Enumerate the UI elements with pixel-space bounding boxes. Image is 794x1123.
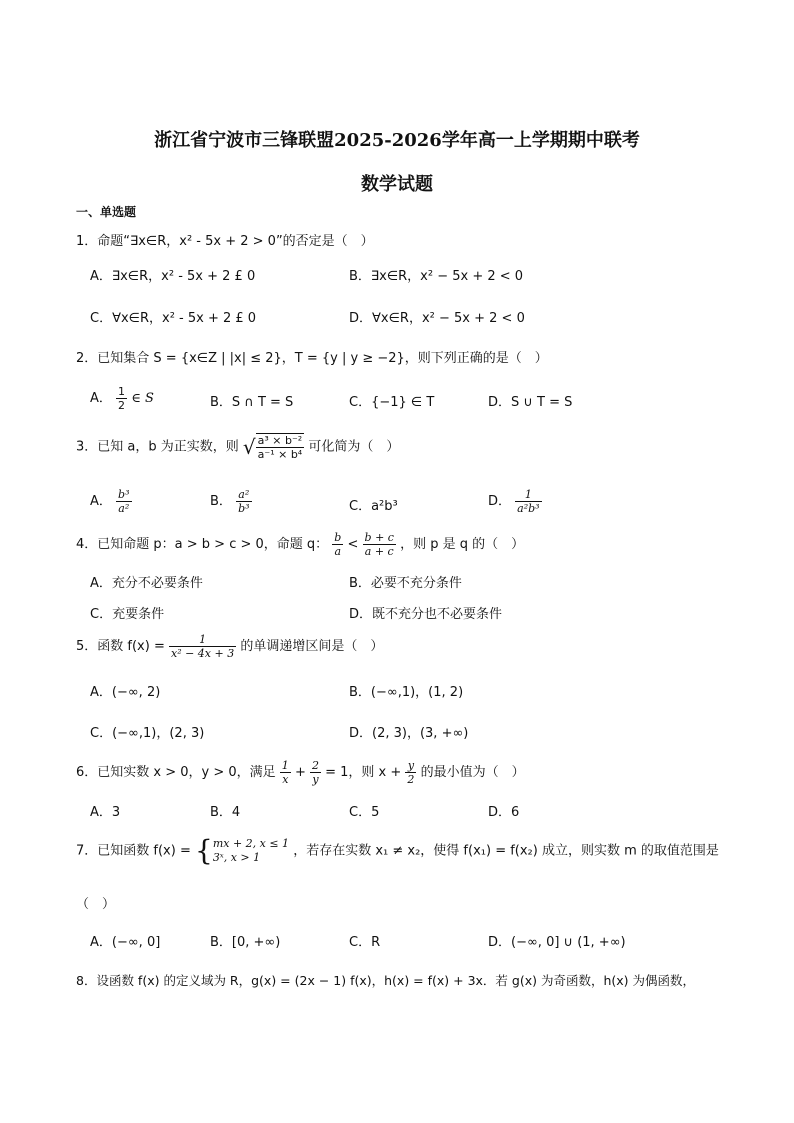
q5-option-a: A．(−∞, 2): [90, 685, 161, 700]
fraction-numerator: y: [405, 759, 416, 773]
q6-stem-start: 6．已知实数 x > 0，y > 0，满足: [76, 765, 276, 780]
exam-title: 浙江省宁波市三锋联盟2025-2026学年高一上学期期中联考: [154, 130, 640, 151]
piecewise-case-1: mx + 2, x ≤ 1: [212, 837, 290, 850]
q1-stem: 1．命题“∃x∈R，x² - 5x + 2 > 0”的否定是（ ）: [76, 234, 374, 249]
fraction-denominator: b³: [238, 502, 250, 515]
fraction-denominator: 2: [118, 399, 126, 412]
q3-stem-end: 可化简为（ ）: [308, 439, 400, 455]
q2-option-a-label: A．: [90, 391, 112, 406]
q3-option-d-fraction: [515, 488, 541, 515]
q3-option-a-label: A．: [90, 494, 112, 509]
q4-option-d: D．既不充分也不必要条件: [349, 607, 503, 622]
q4-fraction-left: [332, 531, 343, 558]
q8-stem: 8．设函数 f(x) 的定义域为 R，g(x) = (2x − 1) f(x)，h(x) = f(x) + 3x．若 g(x) 为奇函数，h(x) 为偶函数，: [76, 973, 696, 988]
fraction-numerator: b³: [118, 488, 130, 501]
q5-option-c: C．(−∞,1)，(2, 3): [90, 726, 205, 741]
q1-option-a: A．∃x∈R，x² - 5x + 2 £ 0: [90, 269, 256, 284]
q4-option-b: B．必要不充分条件: [349, 576, 462, 591]
q7-stem-start: 7．已知函数 f(x) =: [76, 843, 191, 859]
q6-fraction-3: [405, 759, 416, 786]
q4-option-c: C．充要条件: [90, 607, 165, 622]
q3-stem-start: 3．已知 a，b 为正实数，则: [76, 439, 239, 455]
fraction-numerator: b: [334, 531, 342, 544]
fraction-numerator: 1: [169, 633, 236, 647]
q5-fraction: [169, 633, 236, 660]
piecewise-case-2: 3ˣ, x > 1: [212, 851, 261, 864]
q7-option-b: B．[0, +∞): [210, 935, 281, 950]
q1-option-d: D．∀x∈R，x² − 5x + 2 < 0: [349, 311, 525, 326]
fraction-numerator: 1: [515, 488, 541, 502]
q3-stem: [76, 433, 399, 461]
q4-stem: [76, 531, 524, 558]
q7-option-a: A．(−∞, 0]: [90, 935, 161, 950]
q3-option-b-fraction: [236, 488, 251, 515]
q4-fraction-right: [363, 531, 396, 558]
q4-stem-end: ，则 p 是 q 的（ ）: [400, 537, 525, 552]
q5-option-d: D．(2, 3)，(3, +∞): [349, 726, 469, 741]
q6-fraction-1: [280, 759, 291, 786]
fraction-denominator: 2: [407, 773, 415, 786]
q6-option-a: A．3: [90, 805, 121, 820]
q6-fraction-2: [310, 759, 321, 786]
q7-option-d: D．(−∞, 0] ∪ (1, +∞): [488, 935, 626, 950]
q2-option-a-fraction: [116, 385, 127, 412]
q6-stem-middle: = 1，则 x +: [325, 765, 402, 780]
q1-option-b: B．∃x∈R，x² − 5x + 2 < 0: [349, 269, 524, 284]
q6-stem-end: 的最小值为（ ）: [420, 765, 525, 780]
fraction-numerator: a²: [236, 488, 251, 502]
q2-option-b: B．S ∩ T = S: [210, 395, 294, 410]
fraction-denominator: a + c: [364, 545, 394, 558]
fraction-numerator: 1: [118, 385, 126, 398]
q5-stem-start: 5．函数 f(x) =: [76, 639, 165, 654]
section-heading: 一、单选题: [76, 205, 137, 219]
q7-stem-end: ，若存在实数 x₁ ≠ x₂，使得 f(x₁) = f(x₂) 成立，则实数 m 的取值范围是: [293, 843, 719, 859]
q2-option-d: D．S ∪ T = S: [488, 395, 573, 410]
exam-subtitle: 数学试题: [361, 174, 433, 195]
less-than-sign: <: [347, 537, 359, 552]
q3-option-d: [488, 488, 542, 515]
fraction-numerator: 1: [281, 759, 289, 772]
q3-option-b: [210, 488, 252, 515]
q3-radicand: [256, 433, 305, 461]
radical-sign: √: [242, 435, 256, 459]
q4-option-a: A．充分不必要条件: [90, 576, 203, 591]
brace-symbol: {: [194, 834, 213, 867]
q7-piecewise: [213, 837, 289, 865]
plus-sign: +: [294, 765, 306, 780]
q5-stem: [76, 633, 383, 660]
q3-option-a: [90, 488, 132, 515]
q3-option-b-label: B．: [210, 494, 232, 509]
radicand-denominator: a⁻¹ × b⁴: [257, 448, 303, 461]
fraction-denominator: a: [334, 545, 342, 558]
q2-option-c: C．{−1} ∈ T: [349, 395, 435, 410]
q1-option-c: C．∀x∈R，x² - 5x + 2 £ 0: [90, 311, 257, 326]
q3-option-c: C．a²b³: [349, 499, 398, 514]
q2-stem: 2．已知集合 S = {x∈Z | |x| ≤ 2}，T = {y | y ≥ −2}，则下列正确的是（ ）: [76, 351, 548, 366]
fraction-denominator: y: [312, 773, 319, 786]
q6-option-c: C．5: [349, 805, 380, 820]
fraction-numerator: b + c: [364, 531, 394, 544]
q5-stem-end: 的单调递增区间是（ ）: [240, 639, 384, 654]
q6-option-d: D．6: [488, 805, 520, 820]
q2-option-a-rest: ∈ S: [131, 391, 154, 406]
fraction-denominator: a²: [118, 502, 130, 515]
fraction-denominator: x: [282, 773, 289, 786]
fraction-denominator: a²b³: [517, 502, 540, 515]
q2-option-a: [90, 385, 154, 412]
radicand-numerator: a³ × b⁻²: [257, 434, 303, 447]
q7-stem-continuation: （ ）: [76, 897, 116, 912]
q7-stem: [76, 834, 719, 867]
q4-stem-start: 4．已知命题 p：a > b > c > 0，命题 q：: [76, 537, 329, 552]
fraction-numerator: 2: [311, 759, 319, 772]
fraction-denominator: x² − 4x + 3: [170, 647, 235, 660]
q6-stem: [76, 759, 525, 786]
q5-option-b: B．(−∞,1)，(1, 2): [349, 685, 464, 700]
q7-option-c: C．R: [349, 935, 381, 950]
q6-option-b: B．4: [210, 805, 241, 820]
q3-option-d-label: D．: [488, 494, 512, 509]
q3-option-a-fraction: [116, 488, 131, 515]
